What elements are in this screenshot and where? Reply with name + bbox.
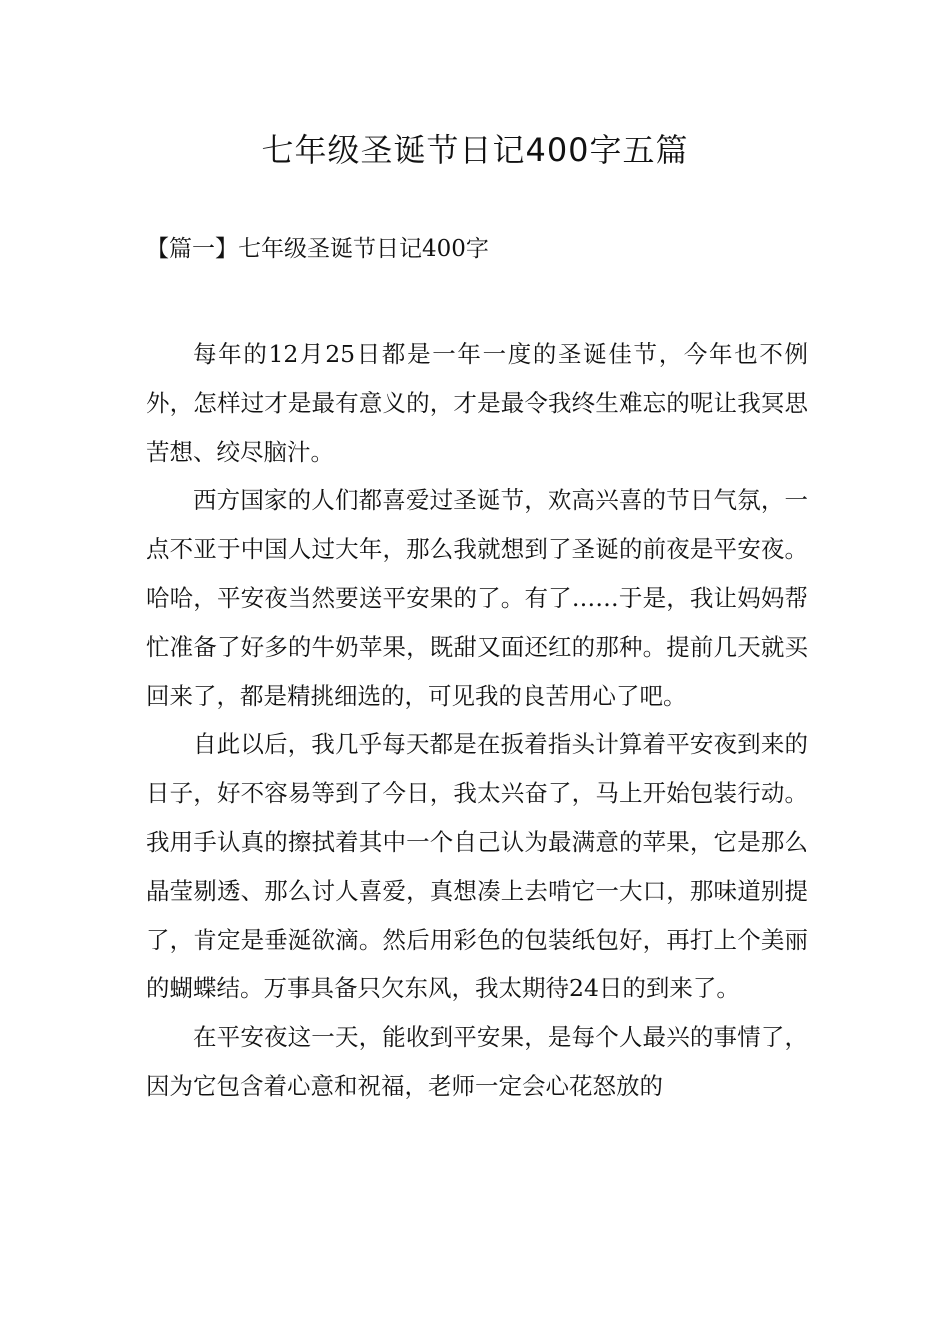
- paragraph-4: 在平安夜这一天，能收到平安果，是每个人最兴的事情了，因为它包含着心意和祝福，老师一定会心花怒放的: [146, 1023, 808, 1100]
- paragraph-1: 每年的12月25日都是一年一度的圣诞佳节，今年也不例外，怎样过才是最有意义的，才是最令我终生难忘的呢让我冥思苦想、绞尽脑汁。: [146, 340, 808, 466]
- paragraph-3: 自此以后，我几乎每天都是在扳着指头计算着平安夜到来的日子，好不容易等到了今日，我太兴奋了，马上开始包装行动。我用手认真的擦拭着其中一个自己认为最满意的苹果，它是那么晶莹剔透、那么讨人喜爱，真想凑上去啃它一大口，那味道别提了，肯定是垂涎欲滴。然后用彩色的包装纸包好，再打上个美丽的蝴蝶结。万事具备只欠东风，我太期待24日的到来了。: [146, 730, 808, 1003]
- document-title: 七年级圣诞节日记400字五篇: [261, 131, 689, 169]
- paragraph-2: 西方国家的人们都喜爱过圣诞节，欢高兴喜的节日气氛，一点不亚于中国人过大年，那么我就想到了圣诞的前夜是平安夜。哈哈，平安夜当然要送平安果的了。有了……于是，我让妈妈帮忙准备了好多的牛奶苹果，既甜又面还红的那种。提前几天就买回来了，都是精挑细选的，可见我的良苦用心了吧。: [146, 486, 808, 710]
- section-heading: 【篇一】七年级圣诞节日记400字: [146, 236, 489, 262]
- document-body: [146, 330, 808, 1111]
